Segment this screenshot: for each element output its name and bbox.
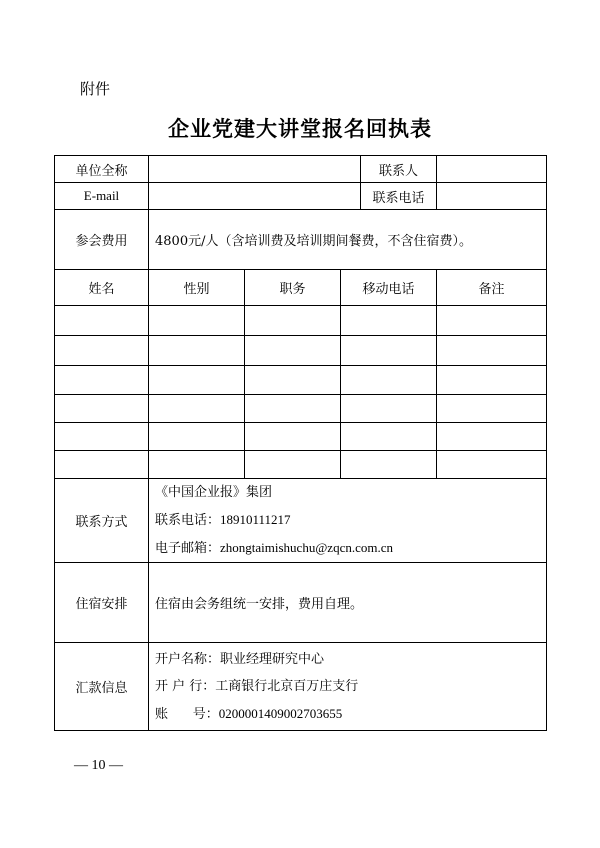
mobile-cell[interactable] xyxy=(341,451,437,479)
remark-cell[interactable] xyxy=(437,306,547,336)
lodging-value: 住宿由会务组统一安排，费用自理。 xyxy=(149,563,547,643)
position-cell[interactable] xyxy=(245,366,341,395)
bank-line xyxy=(155,673,546,700)
contact-method-info xyxy=(149,479,547,563)
contact-email-value[interactable]: zhongtaimishuchu@zqcn.com.cn xyxy=(220,540,393,555)
remark-cell[interactable] xyxy=(437,451,547,479)
account-name-value: 职业经理研究中心 xyxy=(220,651,325,667)
column-header: 移动电话 xyxy=(341,270,437,306)
contact-phone-value: 18910111217 xyxy=(220,512,291,527)
lodging-label: 住宿安排 xyxy=(55,563,149,643)
remark-cell[interactable] xyxy=(437,366,547,395)
contact-org: 《中国企业报》集团 xyxy=(155,485,273,500)
position-cell[interactable] xyxy=(245,336,341,366)
position-cell[interactable] xyxy=(245,451,341,479)
unit-label: 单位全称 xyxy=(55,156,149,183)
account-name-line xyxy=(155,646,546,673)
table-row xyxy=(55,306,547,336)
bank-prefix: 开 户 行： xyxy=(155,678,216,694)
account-number-value: 0200001409002703655 xyxy=(218,705,343,721)
account-number-prefix: 账 号： xyxy=(155,706,219,722)
contact-field[interactable] xyxy=(437,156,547,183)
column-header: 职务 xyxy=(245,270,341,306)
contact-label: 联系人 xyxy=(361,156,437,183)
fee-value: 4800元/人（含培训费及培训期间餐费，不含住宿费）。 xyxy=(149,210,547,270)
contact-email-line xyxy=(155,534,546,562)
registration-form xyxy=(54,155,547,731)
contact-phone-label: 联系电话 xyxy=(361,183,437,210)
gender-cell[interactable] xyxy=(149,306,245,336)
email-label: E-mail xyxy=(55,183,149,210)
remit-info xyxy=(149,643,547,731)
page-title: 企业党建大讲堂报名回执表 xyxy=(168,116,432,141)
table-row xyxy=(55,395,547,423)
account-name-prefix: 开户名称： xyxy=(155,651,221,667)
name-cell[interactable] xyxy=(55,306,149,336)
table-row xyxy=(55,451,547,479)
mobile-cell[interactable] xyxy=(341,366,437,395)
mobile-cell[interactable] xyxy=(341,306,437,336)
mobile-cell[interactable] xyxy=(341,423,437,451)
remit-label: 汇款信息 xyxy=(55,643,149,731)
table-row xyxy=(55,366,547,395)
contact-email-prefix: 电子邮箱： xyxy=(155,541,221,556)
name-cell[interactable] xyxy=(55,395,149,423)
column-header: 姓名 xyxy=(55,270,149,306)
contact-phone-field[interactable] xyxy=(437,183,547,210)
gender-cell[interactable] xyxy=(149,336,245,366)
column-header: 性别 xyxy=(149,270,245,306)
bank-value: 工商银行北京百万庄支行 xyxy=(215,678,359,694)
unit-field[interactable] xyxy=(149,156,361,183)
contact-phone-prefix: 联系电话： xyxy=(155,513,221,528)
position-cell[interactable] xyxy=(245,395,341,423)
name-cell[interactable] xyxy=(55,423,149,451)
email-field[interactable] xyxy=(149,183,361,210)
mobile-cell[interactable] xyxy=(341,395,437,423)
gender-cell[interactable] xyxy=(149,366,245,395)
name-cell[interactable] xyxy=(55,366,149,395)
table-row xyxy=(55,423,547,451)
gender-cell[interactable] xyxy=(149,395,245,423)
gender-cell[interactable] xyxy=(149,423,245,451)
position-cell[interactable] xyxy=(245,306,341,336)
position-cell[interactable] xyxy=(245,423,341,451)
table-row xyxy=(55,336,547,366)
name-cell[interactable] xyxy=(55,451,149,479)
name-cell[interactable] xyxy=(55,336,149,366)
account-number-line xyxy=(155,700,546,728)
contact-method-label: 联系方式 xyxy=(55,479,149,563)
column-header: 备注 xyxy=(437,270,547,306)
mobile-cell[interactable] xyxy=(341,336,437,366)
remark-cell[interactable] xyxy=(437,395,547,423)
fee-label: 参会费用 xyxy=(55,210,149,270)
remark-cell[interactable] xyxy=(437,423,547,451)
attachment-label: 附件 xyxy=(80,80,111,98)
contact-phone-line xyxy=(155,506,546,534)
page-number: — 10 — xyxy=(74,758,123,773)
remark-cell[interactable] xyxy=(437,336,547,366)
gender-cell[interactable] xyxy=(149,451,245,479)
